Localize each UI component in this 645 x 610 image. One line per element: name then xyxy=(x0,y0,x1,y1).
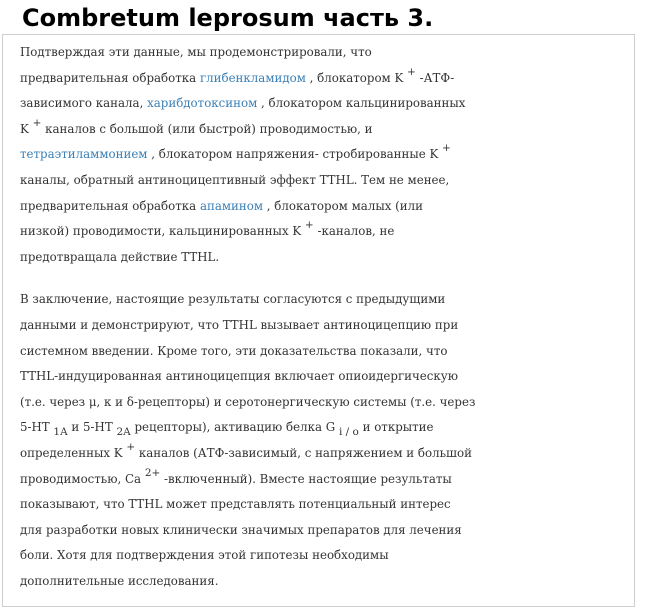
text-line: для разработки новых клинически значимых препаратов для лечения xyxy=(20,522,462,537)
text-line: каналы, обратный антиноцицептивный эффект TTHL. Тем не менее, xyxy=(20,172,450,187)
text-line: зависимого канала, харибдотоксином , блокатором кальцинированных xyxy=(20,96,466,111)
text-line: В заключение, настоящие результаты согласуются с предыдущими xyxy=(20,292,446,307)
text-line: показывают, что TTHL может представлять потенциальный интерес xyxy=(20,497,451,512)
text-line: определенных K + каналов (АТФ-зависимый, с напряжением и большой xyxy=(20,440,472,460)
link-tetraethylammonium[interactable]: тетраэтиламмонием xyxy=(20,147,148,162)
article-body xyxy=(20,40,630,594)
paragraph-1 xyxy=(20,40,630,270)
text-line: 5-HT $_{1A}$ и 5-HT $_{2A}$ рецепторы), активацию белка G $_{i / o}$ и открытие xyxy=(20,420,434,439)
text-line: тетраэтиламмонием , блокатором напряжения- стробированные K + xyxy=(20,142,451,162)
text-line: Подтверждая эти данные, мы продемонстрировали, что xyxy=(20,45,372,59)
link-apamin[interactable]: апамином xyxy=(199,198,264,213)
text-line: K + каналов с большой (или быстрой) проводимостью, и xyxy=(20,116,373,136)
text-line: предварительная обработка глибенкламидом , блокатором K + -АТФ- xyxy=(20,65,455,85)
text-line: предотвращала действие TTHL. xyxy=(20,249,220,264)
text-line: системном введении. Кроме того, эти доказательства показали, что xyxy=(20,343,448,358)
paragraph-2 xyxy=(20,287,630,594)
text-line: данными и демонстрируют, что TTHL вызывает антиноцицепцию при xyxy=(20,317,459,332)
text-line: проводимостью, Ca $^{2+}$ -включенный). Вместе настоящие результаты xyxy=(20,466,452,486)
text-line: низкой) проводимости, кальцинированных K + -каналов, не xyxy=(20,219,395,239)
link-glibenclamide[interactable]: глибенкламидом xyxy=(199,70,306,85)
text-line: (т.е. через μ, κ и δ-рецепторы) и серотонергическую системы (т.е. через xyxy=(20,394,476,409)
page-title: Combretum leprosum часть 3. xyxy=(22,4,434,32)
link-charybdotoxin[interactable]: харибдотоксином xyxy=(147,96,258,111)
text-line: дополнительные исследования. xyxy=(20,573,219,588)
text-line: боли. Хотя для подтверждения этой гипотезы необходимы xyxy=(20,548,389,563)
text-line: TTHL-индуцированная антиноцицепция включает опиоидергическую xyxy=(20,369,458,384)
text-line: предварительная обработка апамином , блокатором малых (или xyxy=(20,198,423,213)
